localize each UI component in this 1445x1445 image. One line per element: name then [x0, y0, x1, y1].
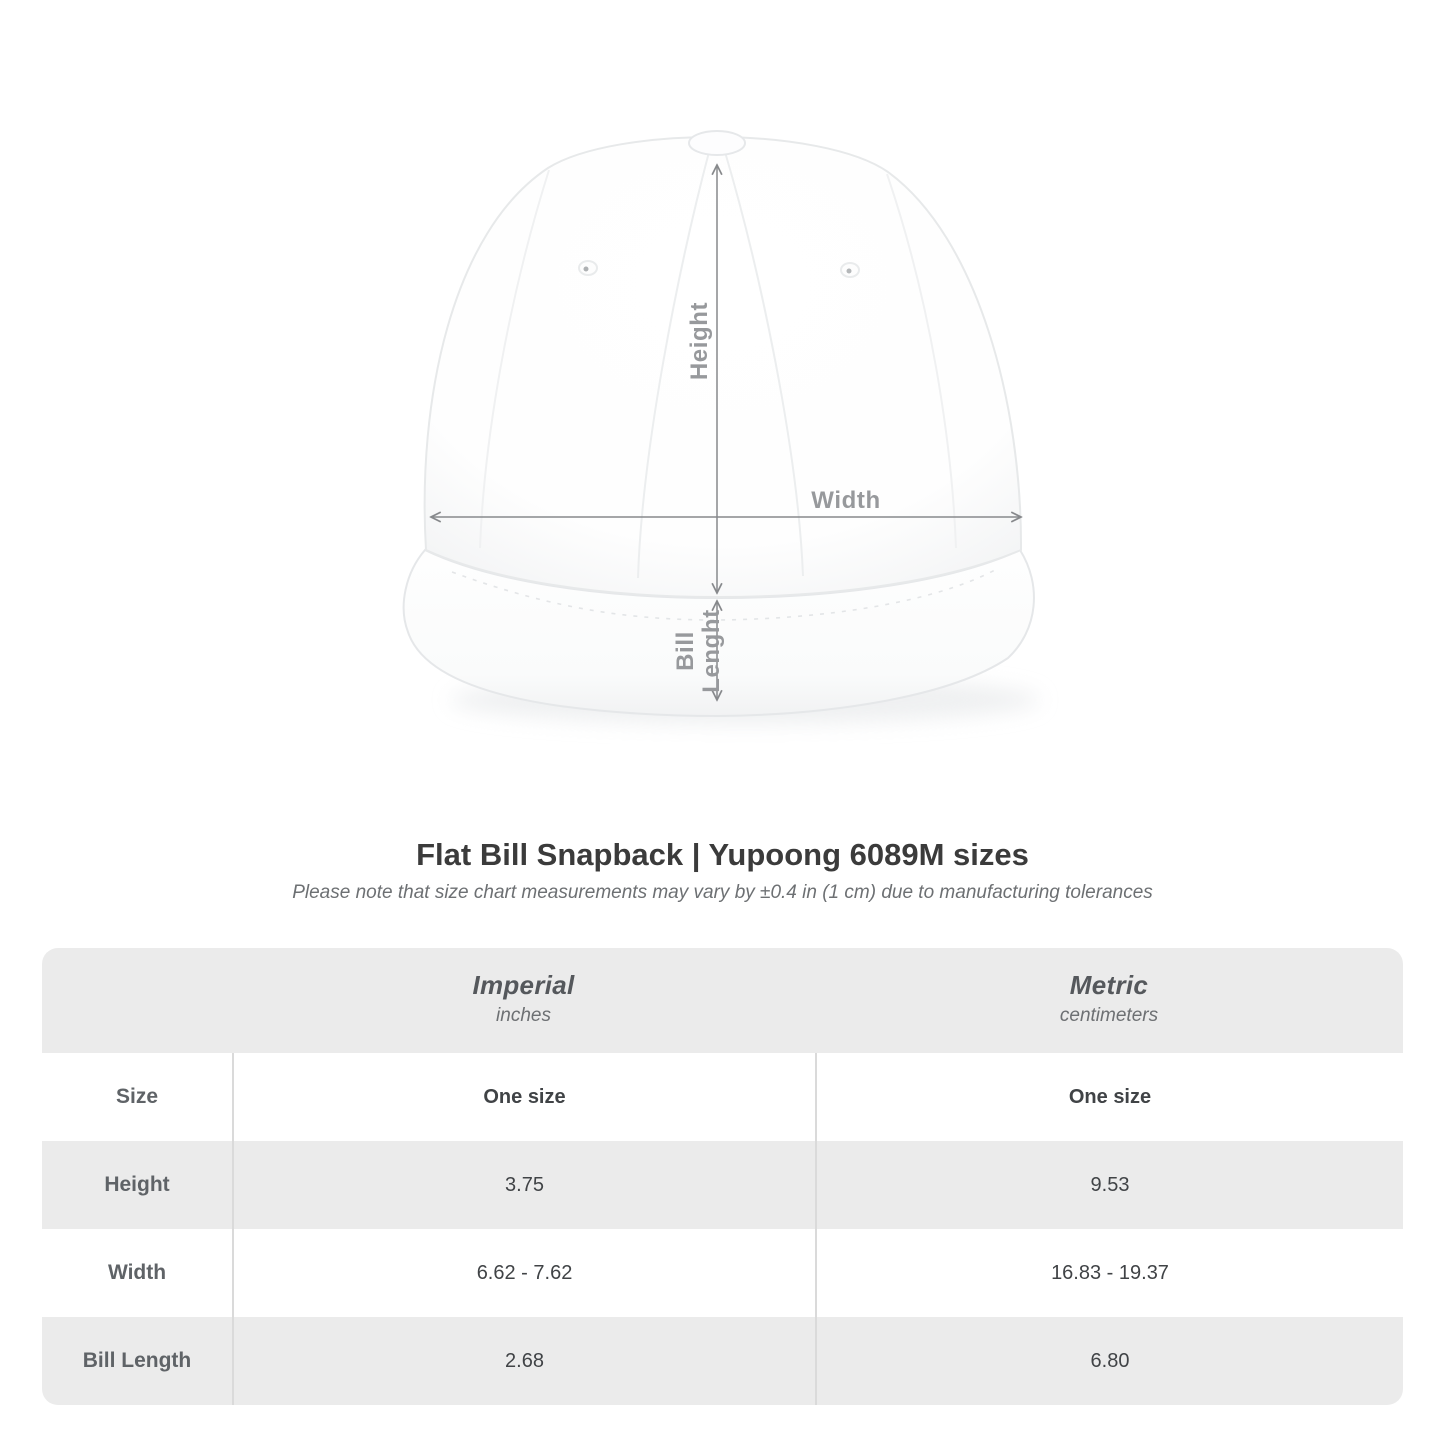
header-spacer — [42, 948, 232, 1053]
chart-header — [0, 836, 1445, 905]
metric-column-unit: centimeters — [1059, 1005, 1159, 1026]
metric-value: 16.83 - 19.37 — [815, 1229, 1403, 1317]
size-table — [42, 948, 1403, 1405]
metric-column-title: Metric — [1069, 970, 1149, 1000]
eyelet-right — [841, 263, 859, 277]
table-row-height — [42, 1141, 1403, 1229]
row-label: Size — [115, 1085, 159, 1108]
row-label: Height — [104, 1173, 170, 1196]
hat-crown — [425, 137, 1021, 597]
header-imperial — [232, 948, 815, 1053]
bill-label-line1: Bill — [672, 631, 699, 671]
imperial-value: 2.68 — [232, 1317, 815, 1405]
size-table-body — [42, 1053, 1403, 1405]
eyelet-left — [579, 261, 597, 275]
tolerance-note: Please note that size chart measurements may vary by ±0.4 in (1 cm) due to manufacturing tolerances — [292, 882, 1153, 903]
width-measure-label: Width — [811, 487, 881, 514]
imperial-value: One size — [232, 1053, 815, 1141]
metric-value: One size — [815, 1053, 1403, 1141]
row-label: Bill Length — [82, 1349, 192, 1372]
imperial-value: 6.62 - 7.62 — [232, 1229, 815, 1317]
imperial-value: 3.75 — [232, 1141, 815, 1229]
bill-length-measure-label — [673, 609, 725, 693]
crown-button — [689, 131, 745, 155]
table-row-size — [42, 1053, 1403, 1141]
metric-value: 9.53 — [815, 1141, 1403, 1229]
metric-value: 6.80 — [815, 1317, 1403, 1405]
height-measure-label: Height — [686, 301, 713, 381]
bill-label-line2: Lenght — [698, 609, 725, 693]
row-label: Width — [107, 1261, 167, 1284]
size-table-header — [42, 948, 1403, 1053]
header-metric — [815, 948, 1403, 1053]
imperial-column-title: Imperial — [472, 970, 575, 1000]
table-row-width — [42, 1229, 1403, 1317]
imperial-column-unit: inches — [496, 1005, 551, 1026]
table-row-bill-length — [42, 1317, 1403, 1405]
page-title: Flat Bill Snapback | Yupoong 6089M sizes — [416, 837, 1029, 872]
